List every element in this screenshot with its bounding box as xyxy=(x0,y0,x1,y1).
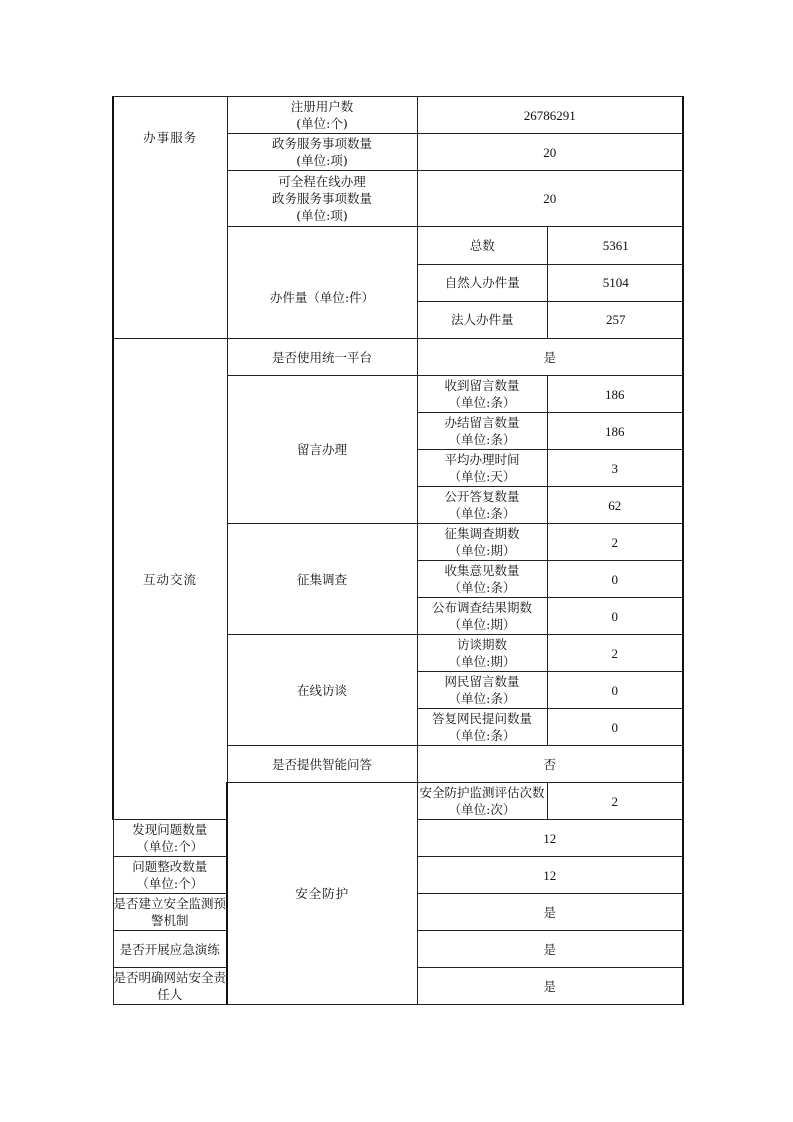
messages-label: 留言办理 xyxy=(227,376,417,524)
cases-natural-value: 5104 xyxy=(548,264,684,301)
smart-qa-value: 否 xyxy=(417,746,683,783)
smart-qa-label: 是否提供智能问答 xyxy=(227,746,417,783)
issues-found-value: 12 xyxy=(417,820,683,857)
interview-messages-value: 0 xyxy=(547,672,683,709)
section-label: 安全防护 xyxy=(295,886,350,901)
survey-periods-label: 征集调查期数 （单位:期） xyxy=(417,524,547,561)
section-label: 互动交流 xyxy=(142,571,197,587)
interview-label: 在线访谈 xyxy=(227,635,417,746)
survey-label: 征集调查 xyxy=(227,524,417,635)
evaluations-label: 安全防护监测评估次数 （单位:次） xyxy=(417,783,547,820)
cases-natural-label: 自然人办件量 xyxy=(418,264,548,301)
issues-fixed-label: 问题整改数量 （单位:个） xyxy=(113,857,227,894)
section-service xyxy=(113,97,227,339)
interview-periods-label: 访谈期数 （单位:期） xyxy=(417,635,547,672)
messages-avg-time-label: 平均办理时间 （单位:天） xyxy=(417,450,547,487)
section-security xyxy=(227,783,417,1005)
section-label: 办事服务 xyxy=(143,130,198,145)
responsible-person-value: 是 xyxy=(417,968,683,1005)
cases-label: 办件量（单位:件） xyxy=(227,227,417,339)
online-items-value: 20 xyxy=(417,171,683,227)
messages-received-value: 186 xyxy=(547,376,683,413)
messages-closed-label: 办结留言数量 （单位:条） xyxy=(417,413,547,450)
survey-results-value: 0 xyxy=(547,598,683,635)
registered-users-label: 注册用户数 (单位:个) xyxy=(227,97,417,134)
messages-public-label: 公开答复数量 （单位:条） xyxy=(417,487,547,524)
issues-found-label: 发现问题数量 （单位:个） xyxy=(113,820,227,857)
warning-mechanism-label: 是否建立安全监测预警机制 xyxy=(113,894,227,931)
interview-periods-value: 2 xyxy=(547,635,683,672)
cases-subtable-cell xyxy=(417,227,683,339)
cases-total-label: 总数 xyxy=(418,227,548,264)
table-row xyxy=(113,97,683,134)
survey-results-label: 公布调查结果期数 （单位:期） xyxy=(417,598,547,635)
registered-users-value: 26786291 xyxy=(417,97,683,134)
cases-total-value: 5361 xyxy=(548,227,684,264)
survey-periods-value: 2 xyxy=(547,524,683,561)
interview-answers-label: 答复网民提问数量 （单位:条） xyxy=(417,709,547,746)
interview-messages-label: 网民留言数量 （单位:条） xyxy=(417,672,547,709)
cases-legal-value: 257 xyxy=(606,312,626,328)
issues-fixed-value: 12 xyxy=(417,857,683,894)
interview-answers-value: 0 xyxy=(547,709,683,746)
cases-subtable xyxy=(418,227,684,338)
statistics-table xyxy=(112,96,684,1005)
cases-legal-label: 法人办件量 xyxy=(418,301,548,338)
warning-mechanism-value: 是 xyxy=(417,894,683,931)
survey-opinions-value: 0 xyxy=(547,561,683,598)
messages-received-label: 收到留言数量 （单位:条） xyxy=(417,376,547,413)
messages-closed-value: 186 xyxy=(547,413,683,450)
unified-platform-value: 是 xyxy=(417,339,683,376)
drills-value: 是 xyxy=(417,931,683,968)
messages-avg-time-value: 3 xyxy=(547,450,683,487)
service-items-label: 政务服务事项数量 (单位:项) xyxy=(227,134,417,171)
table-row xyxy=(113,339,683,376)
messages-public-value: 62 xyxy=(547,487,683,524)
online-items-label: 可全程在线办理 政务服务事项数量 (单位:项) xyxy=(227,171,417,227)
survey-opinions-label: 收集意见数量 （单位:条） xyxy=(417,561,547,598)
responsible-person-label: 是否明确网站安全责任人 xyxy=(113,968,227,1005)
service-items-value: 20 xyxy=(417,134,683,171)
drills-label: 是否开展应急演练 xyxy=(113,931,227,968)
section-interaction xyxy=(113,339,227,820)
unified-platform-label: 是否使用统一平台 xyxy=(227,339,417,376)
evaluations-value: 2 xyxy=(547,783,683,820)
